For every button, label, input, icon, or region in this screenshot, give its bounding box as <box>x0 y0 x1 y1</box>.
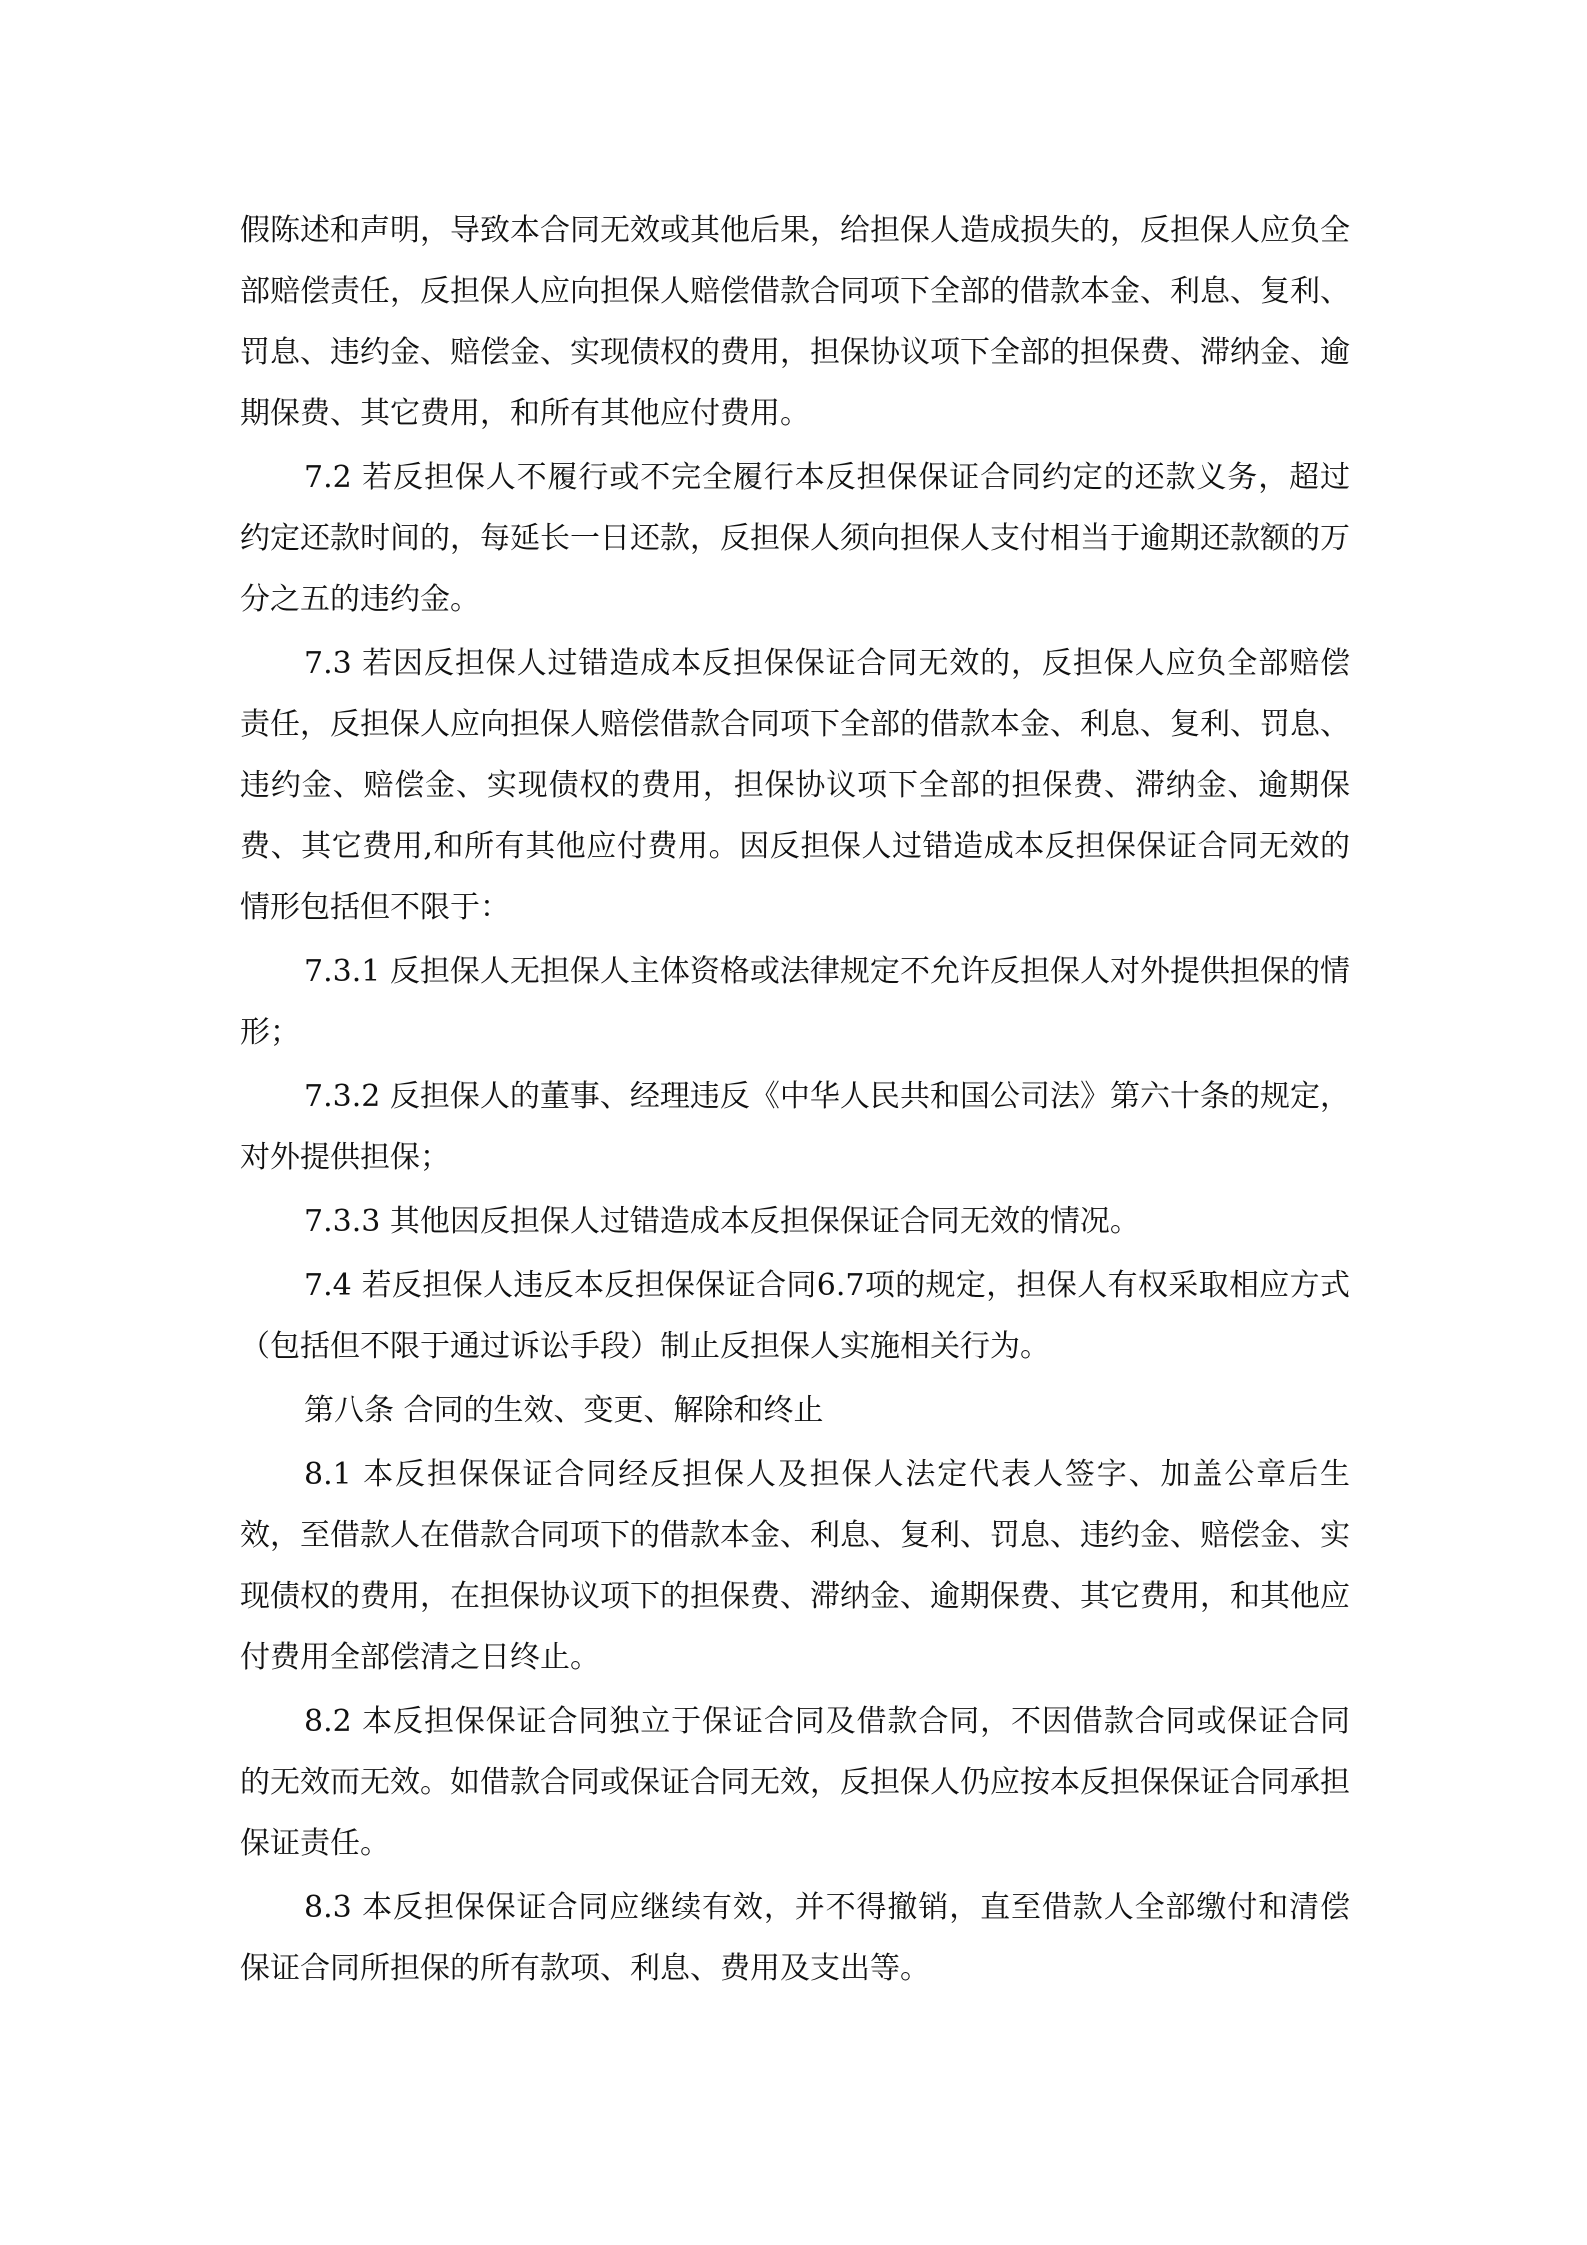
paragraph-7-3-3: 7.3.3 其他因反担保人过错造成本反担保保证合同无效的情况。 <box>304 1204 1140 1239</box>
paragraph-7-3-2: 7.3.2 反担保人的董事、经理违反《中华人民共和国公司法》第六十条的规定，对外提供担保； <box>240 1079 1350 1175</box>
paragraph-8-3: 8.3 本反担保保证合同应继续有效，并不得撤销，直至借款人全部缴付和清偿保证合同所担保的所有款项、利息、费用及支出等。 <box>240 1890 1350 1986</box>
paragraph-8-1: 8.1 本反担保保证合同经反担保人及担保人法定代表人签字、加盖公章后生效，至借款人在借款合同项下的借款本金、利息、复利、罚息、违约金、赔偿金、实现债权的费用，在担保协议项下的担保费、滞纳金、逾期保费、其它费用，和其他应付费用全部偿清之日终止。 <box>240 1457 1350 1675</box>
paragraph-8-2: 8.2 本反担保保证合同独立于保证合同及借款合同，不因借款合同或保证合同的无效而无效。如借款合同或保证合同无效，反担保人仍应按本反担保保证合同承担保证责任。 <box>240 1704 1350 1861</box>
paragraph-7-3: 7.3 若因反担保人过错造成本反担保保证合同无效的，反担保人应负全部赔偿责任，反担保人应向担保人赔偿借款合同项下全部的借款本金、利息、复利、罚息、违约金、赔偿金、实现债权的费用，担保协议项下全部的担保费、滞纳金、逾期保费、其它费用,和所有其他应付费用。因反担保人过错造成本反担保保证合同无效的情形包括但不限于： <box>240 646 1350 925</box>
article-8-heading: 第八条 合同的生效、变更、解除和终止 <box>304 1393 824 1428</box>
paragraph-7-4: 7.4 若反担保人违反本反担保保证合同6.7项的规定，担保人有权采取相应方式（包括但不限于通过诉讼手段）制止反担保人实施相关行为。 <box>240 1268 1350 1364</box>
paragraph-intro-continued: 假陈述和声明，导致本合同无效或其他后果，给担保人造成损失的，反担保人应负全部赔偿责任，反担保人应向担保人赔偿借款合同项下全部的借款本金、利息、复利、罚息、违约金、赔偿金、实现债权的费用，担保协议项下全部的担保费、滞纳金、逾期保费、其它费用，和所有其他应付费用。 <box>240 213 1350 431</box>
document-body <box>240 200 1350 2002</box>
paragraph-7-3-1: 7.3.1 反担保人无担保人主体资格或法律规定不允许反担保人对外提供担保的情形； <box>240 954 1350 1050</box>
paragraph-7-2: 7.2 若反担保人不履行或不完全履行本反担保保证合同约定的还款义务，超过约定还款时间的，每延长一日还款，反担保人须向担保人支付相当于逾期还款额的万分之五的违约金。 <box>240 460 1350 617</box>
